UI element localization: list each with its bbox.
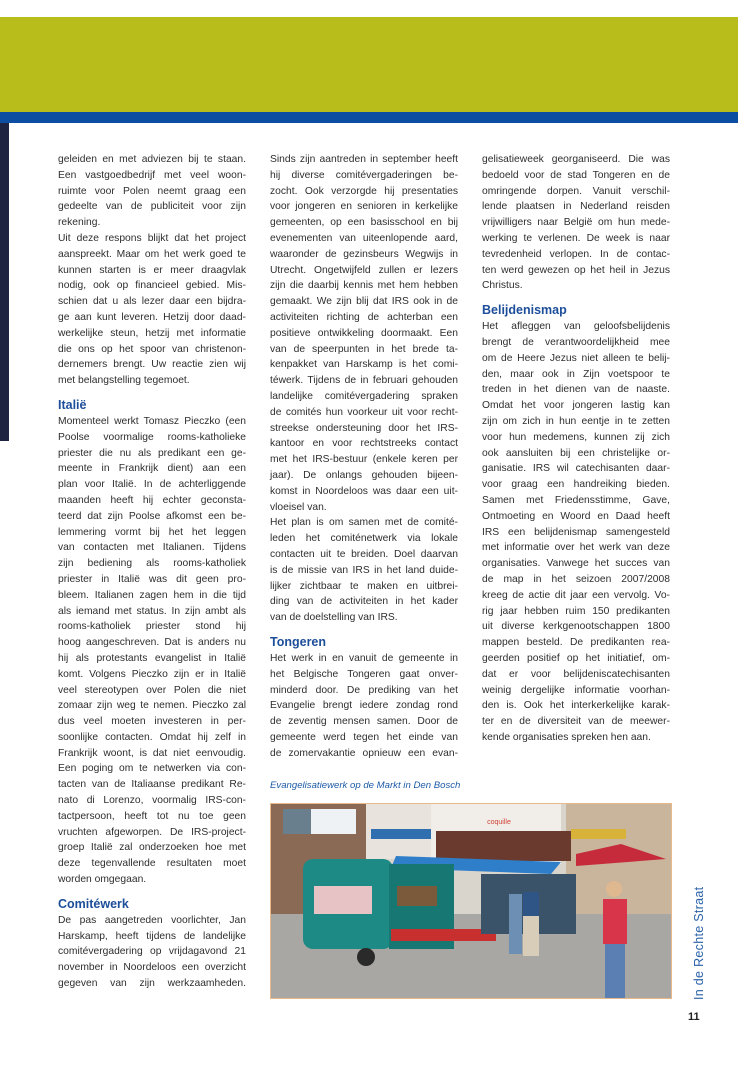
text-line: ruimte voor Polen neemt graag een [58,185,246,197]
text-line: november in Noordeloos een overzicht [58,962,246,974]
left-edge-strip [0,123,9,441]
text-line: omringende dorpen. Vanuit verschil- [482,185,670,197]
text-line: comitévergadering op vrijdagavond 21 [58,946,246,958]
text-line: Het afleggen van geloofsbelijdenis [482,321,670,333]
section-heading: Belijdenismap [482,303,567,318]
text-line: geerden positief op het initiatief, om- [482,652,670,664]
text-line: De pas aangetreden voorlichter, Jan [58,914,246,926]
text-line: leden het comiténetwerk via lokale [270,533,458,545]
text-line: schien dat u als lezer daar een bijdra- [58,296,246,308]
text-line: komst in Noordeloos was daar een uit- [270,485,458,497]
text-line: evenementen van uiteenlopende aard, [270,232,458,244]
text-line: zocht. Ook verzorgde hij presentaties [270,185,458,197]
text-line: uit diverse kerkgenootschappen 1800 [482,621,670,633]
text-line: gedeelte van de publiciteit voor zijn [58,201,246,213]
text-line: treden in het dienen van de naaste. [482,384,670,396]
text-line: gemeente werd tegen het einde van [270,731,458,743]
text-line: nato di Lorenzo, voormalig IRS-con- [58,795,246,807]
text-line: als iemand met status. In zijn ambt als [58,605,246,617]
text-line: ganisatie. IRS wil catechisanten daar- [482,463,670,475]
text-line: Het werk in en vanuit de gemeente in [270,652,458,664]
paragraph [270,515,458,626]
text-line: de map in het seizoen 2007/2008 [482,573,670,585]
text-line: met het IRS-bestuur (enkele keren per [270,454,458,466]
text-line: positieve ontwikkeling doormaakt. Een [270,327,458,339]
text-line: Het plan is om samen met de comité- [270,517,458,529]
text-line: ge aan kunt leveren. Hetzij door daad- [58,311,246,323]
text-line: voor jongeren en senioren in kerkelijke [270,201,458,213]
text-line: veel stereotypen over Polen die niet [58,684,246,696]
paragraph [58,913,246,992]
text-line: gegeven van zijn werkzaamheden. [58,978,246,990]
text-line: de zeventig mensen samen. Door de [270,716,458,728]
text-line: teerd dat zijn Poolse afkomst een be- [58,510,246,522]
text-line: de zomervakantie opnieuw een evan- [270,747,458,759]
text-line: waaronder de gezinsbeurs Wegwijs in [270,248,458,260]
text-line: aanspreekt. Maar om het werk goed te [58,248,246,260]
text-line: téwerk. Tijdens de in februari gehouden [270,375,458,387]
text-line: worden omgegaan. [58,874,147,886]
text-line: geleiden en met adviezen bij te staan. [58,154,246,165]
text-line: kenpakket van Harskamp is het comi- [270,359,458,371]
text-line: kantoor en voor rechtstreeks contact [270,438,458,450]
text-line: tactpersoon, heeft tot nu toe geen [58,810,246,822]
text-line: nodig, ook op financieel gebied. Mis- [58,280,246,292]
text-line: minderd door. De prediking van het [270,684,458,696]
text-line: komt. Volgens Pieczko zijn er in Italië [58,668,246,680]
text-line: rig jaar hebben ruim 150 predikanten [482,605,670,617]
text-line: Harskamp, heeft tijdens de landelijke [58,930,246,942]
text-line: contacten uit te breiden. Doel daarvan [270,548,458,560]
text-line: meente in Frankrijk dient) aan een [58,463,246,475]
text-line: met belangstelling tegemoet. [58,375,190,387]
shop-sign: coquille [487,819,511,826]
text-line: zijn bediening als rooms-katholiek [58,558,246,570]
text-line: Een vastgoedbedrijf met veel woon- [58,169,246,181]
text-line: Samen met Friedensstimme, Gave, [482,494,670,506]
text-line: dernemers brengt. Uw reactie zien wij [58,359,246,371]
photo-caption: Evangelisatiewerk op de Markt in Den Bosch [270,780,461,791]
text-line: Sinds zijn aantreden in september heeft [270,154,458,165]
section-heading: Tongeren [270,634,327,649]
text-line: gemaakt. We zijn blij dat IRS ook in de [270,296,458,308]
text-line: hij als protestants evangelist in Italië [58,652,246,664]
text-line: tevredenheid verlopen. In de contac- [482,248,670,260]
text-line: kende organisaties spreken hen aan. [482,731,651,743]
text-line: met informatie over het werk van deze [482,542,670,554]
section-heading: Italië [58,397,87,412]
text-line: van de doelstelling van IRS. [270,612,398,624]
section-heading: Comitéwerk [58,896,129,911]
text-line: gelisatieweek georganiseerd. Die was [482,154,670,165]
text-line: dus veel moeten investeren in per- [58,716,246,728]
text-line: vrijwilligers naar België om hun mede- [482,217,670,229]
text-line: ter en de diversiteit van de meewer- [482,716,670,728]
market-scene-image [271,804,671,998]
article-column-3 [482,152,670,746]
text-line: weinig dergelijke informatie voorhan- [482,684,670,696]
text-line: priester in Italië was dit geen pro- [58,573,246,585]
text-line: ook aansluiten bij een christelijke or- [482,447,670,459]
text-line: bedoeld voor de stad Tongeren en de [482,169,670,181]
text-line: van de speerpunten in het brede ta- [270,343,458,355]
text-line: streekse ondersteuning door het IRS- [270,422,458,434]
text-line: kunnen starten is er meer draagvlak [58,264,246,276]
text-line: plan voor Italië. In de achterliggende [58,479,246,491]
text-line: mappen besteld. De predikanten rea- [482,637,670,649]
paragraph [58,231,246,389]
text-line: IRS een belijdenismap samengesteld [482,526,670,538]
text-line: Een poging om te netwerken via con- [58,763,246,775]
text-line: Omdat het voor jongeren lastig kan [482,400,670,412]
text-line: rooms-katholiek priester stond hij [58,621,246,633]
text-line: soonlijke contacten. Omdat hij zelf in [58,731,246,743]
text-line: zijn om zich in hun eentje in te zetten [482,415,670,427]
text-line: kreeg de actie dit jaar een vervolg. Vo- [482,589,670,601]
paragraph [482,319,670,746]
header-blue-band [0,112,738,123]
text-line: ding van de activiteiten in het kader [270,596,458,608]
article-column-2 [270,152,458,761]
text-line: landelijke comitévergadering spraken [270,390,458,402]
text-line: Evangelie brengt iedere zondag rond [270,700,458,712]
text-line: Ontmoeting en Woord en Daad heeft [482,510,670,522]
text-line: hoog aangeschreven. Dat is anders nu [58,637,246,649]
text-line: de comités hun voorkeur uit voor recht- [270,406,458,418]
text-line: werkelijke steun, hetzij met informatie [58,327,246,339]
text-line: groep Italië zal onderzoeken hoe met [58,842,246,854]
text-line: priester die nu als predikant een ge- [58,447,246,459]
text-line: lemmering vormt bij het het leggen [58,526,246,538]
text-line: werking te verlenen. De week is naar [482,232,670,244]
text-line: voor graag een handreiking bieden. [482,479,670,491]
text-line: Utrecht. Ongetwijfeld zullen er lezers [270,264,458,276]
article-column-1 [58,152,246,992]
text-line: rekening. [58,217,101,229]
text-line: bleem. Italianen zagen hem in die tijd [58,589,246,601]
text-line: zomaar zijn weg te nemen. Pieczko zal [58,700,246,712]
text-line: ten werd gewezen op het heil in Jezus [482,264,670,276]
paragraph [58,414,246,888]
magazine-section-title: In de Rechte Straat [692,886,706,1000]
text-line: activiteiten richting de achterban een [270,311,458,323]
text-line: van contacten met Italianen. Tijdens [58,542,246,554]
paragraph [270,651,458,762]
text-line: brengt de verantwoordelijkheid mee [482,336,670,348]
text-line: Poolse voormalige rooms-katholieke [58,431,246,443]
text-line: Frankrijk woont, is dat niet eenvoudig. [58,747,246,759]
text-line: jaar). De onlangs gehouden bijeen- [270,469,458,481]
text-line: vloeisel van. [270,501,327,513]
text-line: lende plaatsen in Nederland reisden [482,201,670,213]
paragraph [270,152,458,515]
text-line: organisaties. Vanwege het succes van [482,558,670,570]
text-line: den is. Ook het interkerkelijke karak- [482,700,670,712]
text-line: zijn die daarbij kennis met hem hebben [270,280,458,292]
text-line: vruchten afgeworpen. De IRS-project- [58,826,246,838]
text-line: deze tegenvallende resultaten moet [58,858,246,870]
text-line: lijker zichtbaar te maken en uitbrei- [270,580,458,592]
text-line: om de Heere Jezus niet alleen te belij- [482,352,670,364]
text-line: die ons op het spoor van christenon- [58,343,246,355]
text-line: voor hun medemens, kunnen zij zich [482,431,670,443]
text-line: tacten van de Italiaanse predikant Re- [58,779,246,791]
text-line: Uit deze respons blijkt dat het project [58,232,246,244]
text-line: is de missie van IRS in het land duide- [270,564,458,576]
text-line: Christus. [482,280,523,292]
text-line: Momenteel werkt Tomasz Pieczko (een [58,415,246,427]
text-line: hij diverse comitévergaderingen be- [270,169,458,181]
page-number: 11 [688,1011,700,1023]
paragraph [482,152,670,294]
text-line: den, maar ook in Zijn voetspoor te [482,368,670,380]
text-line: dat er voor belijdeniscatechisanten [482,668,670,680]
header-green-band [0,17,738,112]
text-line: het Belgische Tongeren gaat onver- [270,668,458,680]
article-photo [270,803,672,999]
paragraph [58,152,246,231]
text-line: gemeenten, op een basisschool en bij [270,217,458,229]
text-line: maanden heeft hij echter geconsta- [58,494,246,506]
